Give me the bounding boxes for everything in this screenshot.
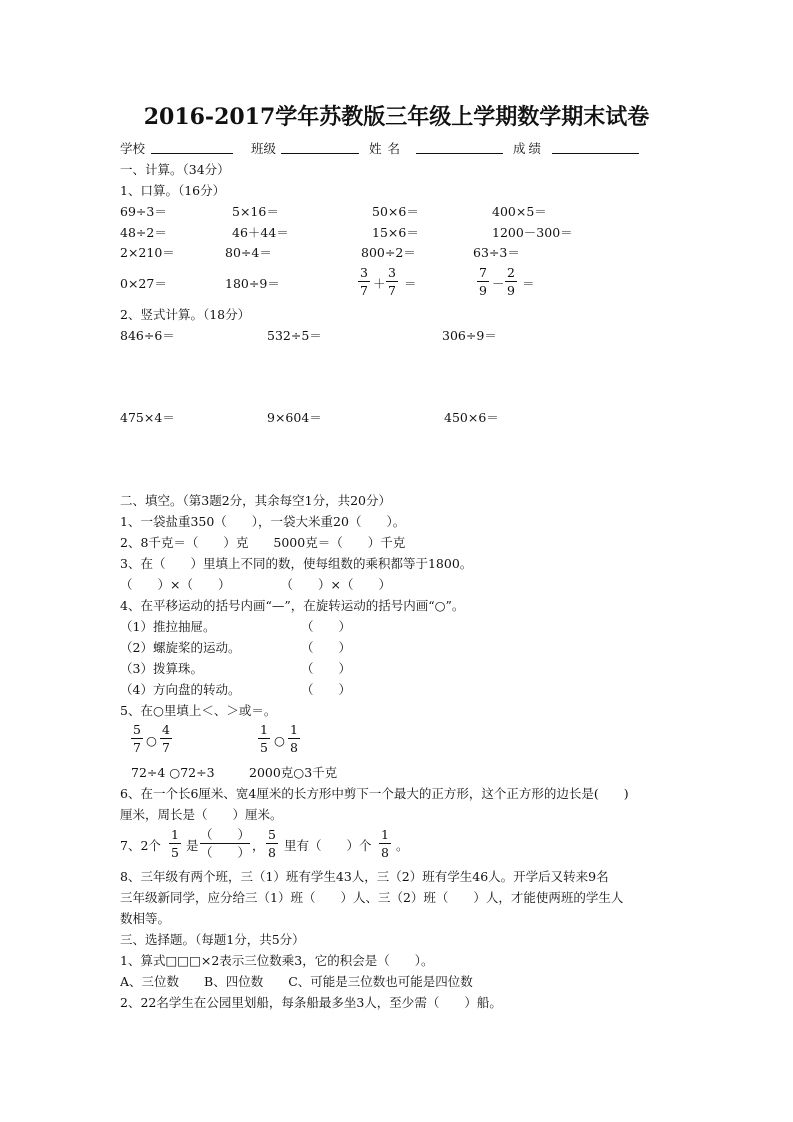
question-text: 7、2个 bbox=[120, 838, 161, 853]
oral-item: 1200－300＝ bbox=[492, 225, 573, 240]
oral-item: 2×210＝ bbox=[120, 245, 175, 260]
equals: ＝ bbox=[404, 276, 417, 291]
oral-item: 63÷3＝ bbox=[473, 245, 520, 260]
oral-item: 400×5＝ bbox=[492, 204, 547, 219]
vertical-item: 9×604＝ bbox=[267, 410, 322, 425]
class-label: 班级 bbox=[251, 141, 277, 156]
section2-heading: 二、填空。（第3题2分，其余每空1分，共20分） bbox=[120, 493, 392, 508]
compare-item: 72÷4 ○72÷3 bbox=[131, 765, 215, 780]
list-item: （1）推拉抽屉。 bbox=[120, 619, 216, 634]
section3-heading: 三、选择题。（每题1分，共5分） bbox=[120, 932, 305, 947]
fraction: 1 8 bbox=[288, 722, 300, 755]
fraction: 7 9 bbox=[477, 265, 489, 298]
oral-item: 180÷9＝ bbox=[225, 276, 280, 291]
answer-paren: （ ） bbox=[301, 682, 352, 697]
section1-heading: 一、计算。（34分） bbox=[120, 162, 230, 177]
school-label: 学校 bbox=[120, 141, 146, 156]
score-field[interactable] bbox=[552, 141, 639, 154]
name-field[interactable] bbox=[416, 141, 503, 154]
fraction: 4 7 bbox=[160, 722, 172, 755]
fraction: 1 5 bbox=[258, 722, 270, 755]
oral-item: 80÷4＝ bbox=[225, 245, 272, 260]
oral-item: 800÷2＝ bbox=[361, 245, 416, 260]
question-text: 厘米，周长是（ ）厘米。 bbox=[120, 807, 283, 822]
compare-item: 2000克○3千克 bbox=[249, 765, 338, 780]
compare-circle[interactable]: ○ bbox=[146, 733, 157, 748]
question-text: 6、在一个长6厘米、宽4厘米的长方形中剪下一个最大的正方形，这个正方形的边长是( ) bbox=[120, 786, 629, 801]
fraction: 1 8 bbox=[379, 827, 391, 860]
answer-fraction[interactable]: （ ） （ ） bbox=[200, 827, 251, 860]
vertical-item: 306÷9＝ bbox=[442, 328, 497, 343]
oral-item: 0×27＝ bbox=[120, 276, 167, 291]
question-text: ， bbox=[252, 838, 265, 853]
fraction: 3 7 bbox=[386, 265, 398, 298]
compare-circle[interactable]: ○ bbox=[274, 733, 285, 748]
vertical-item: 450×6＝ bbox=[444, 410, 499, 425]
list-item: （2）螺旋桨的运动。 bbox=[120, 640, 241, 655]
name-label: 姓名 bbox=[369, 141, 407, 156]
question-text: 5、在○里填上＜、＞或＝。 bbox=[120, 703, 277, 718]
answer-paren: （ ） bbox=[301, 661, 352, 676]
question-text: 数相等。 bbox=[120, 911, 171, 926]
fraction: 5 8 bbox=[266, 827, 278, 860]
operator: － bbox=[492, 276, 505, 291]
oral-item: 50×6＝ bbox=[372, 204, 419, 219]
vertical-item: 846÷6＝ bbox=[120, 328, 175, 343]
oral-item: 5×16＝ bbox=[232, 204, 279, 219]
question-text: 8、三年级有两个班，三（1）班有学生43人，三（2）班有学生46人。开学后又转来9名 bbox=[120, 869, 609, 884]
oral-item: 48÷2＝ bbox=[120, 225, 167, 240]
vertical-item: 475×4＝ bbox=[120, 410, 175, 425]
question-text: 。 bbox=[396, 838, 409, 853]
answer-options: A、三位数 B、四位数 C、可能是三位数也可能是四位数 bbox=[120, 974, 473, 989]
q1-heading: 1、口算。（16分） bbox=[120, 183, 226, 198]
question-text: 1、一袋盐重350（ ），一袋大米重20（ ）。 bbox=[120, 514, 406, 529]
question-text: 3、在（ ）里填上不同的数，使每组数的乘积都等于1800。 bbox=[120, 556, 473, 571]
class-field[interactable] bbox=[281, 141, 359, 154]
answer-paren: （ ） bbox=[301, 640, 352, 655]
oral-item: 69÷3＝ bbox=[120, 204, 167, 219]
school-field[interactable] bbox=[151, 141, 233, 154]
oral-item: 46＋44＝ bbox=[232, 225, 289, 240]
question-text: 三年级新同学，应分给三（1）班（ ）人、三（2）班（ ）人，才能使两班的学生人 bbox=[120, 890, 624, 905]
question-text: 里有（ ）个 bbox=[284, 838, 372, 853]
score-label: 成绩 bbox=[513, 141, 545, 156]
fraction: 5 7 bbox=[131, 722, 143, 755]
question-text: 2、22名学生在公园里划船，每条船最多坐3人，至少需（ ）船。 bbox=[120, 995, 502, 1010]
question-text: 是 bbox=[186, 838, 199, 853]
question-text: 4、在平移运动的括号内画“—”，在旋转运动的括号内画“○”。 bbox=[120, 598, 465, 613]
fraction: 1 5 bbox=[169, 827, 181, 860]
list-item: （3）拨算珠。 bbox=[120, 661, 203, 676]
operator: ＋ bbox=[373, 276, 386, 291]
oral-item: 15×6＝ bbox=[372, 225, 419, 240]
question-text: 2、8千克＝（ ）克 5000克＝（ ）千克 bbox=[120, 535, 406, 550]
fraction: 2 9 bbox=[505, 265, 517, 298]
equals: ＝ bbox=[522, 276, 535, 291]
q2-heading: 2、竖式计算。（18分） bbox=[120, 307, 251, 322]
answer-paren: （ ） bbox=[301, 619, 352, 634]
page-title: 2016-2017学年苏教版三年级上学期数学期末试卷 bbox=[143, 104, 650, 130]
fraction: 3 7 bbox=[358, 265, 370, 298]
vertical-item: 532÷5＝ bbox=[267, 328, 322, 343]
list-item: （4）方向盘的转动。 bbox=[120, 682, 241, 697]
question-text: 1、算式□□□×2表示三位数乘3，它的积会是（ ）。 bbox=[120, 953, 434, 968]
answer-blanks: （ ）×（ ） （ ）×（ ） bbox=[120, 577, 391, 592]
